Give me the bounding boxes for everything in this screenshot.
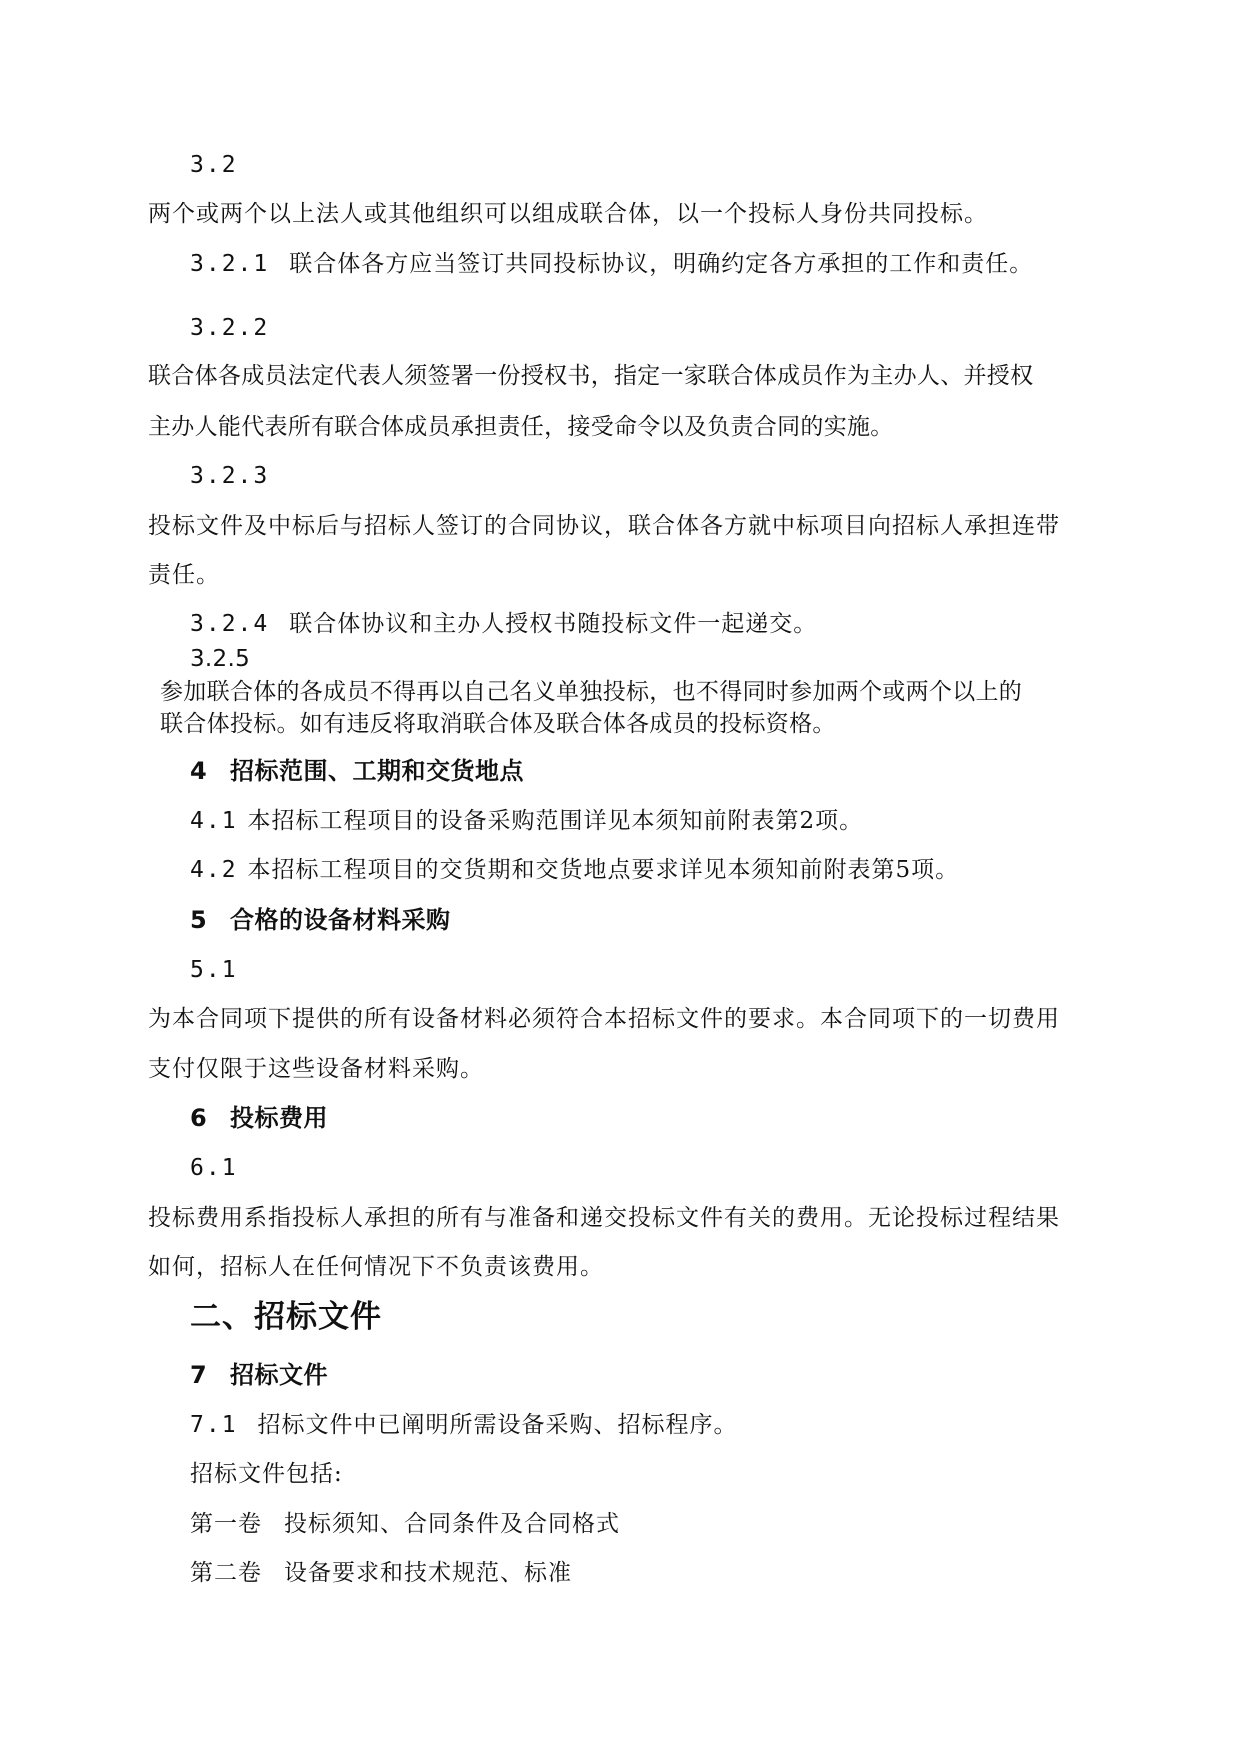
- volume-2-label: 第二卷: [190, 1560, 262, 1586]
- clause-3-2-1: [190, 249, 1033, 279]
- clause-text-5-1-line1: 为本合同项下提供的所有设备材料必须符合本招标文件的要求。本合同项下的一切费用: [148, 1006, 1060, 1032]
- volume-1-label: 第一卷: [190, 1511, 262, 1537]
- section-heading-6: [190, 1103, 328, 1133]
- clause-text-3-2-3-line1: 投标文件及中标后与招标人签订的合同协议，联合体各方就中标项目向招标人承担连带: [148, 513, 1060, 539]
- clause-number-3-2-3: 3.2.3: [190, 463, 270, 489]
- section-title-6: 投标费用: [230, 1104, 328, 1132]
- section-heading-5: [190, 905, 451, 935]
- clause-text-3-2-1: 联合体各方应当签订共同投标协议，明确约定各方承担的工作和责任。: [289, 251, 1034, 277]
- section-number-4: 4: [190, 757, 208, 785]
- clause-text-3-2-2-line2: 主办人能代表所有联合体成员承担责任，接受命令以及负责合同的实施。: [148, 414, 894, 440]
- clause-number-3-2-5: 3.2.5: [190, 646, 251, 672]
- clause-text-3-2-4: 联合体协议和主办人授权书随投标文件一起递交。: [289, 611, 818, 637]
- section-number-5: 5: [190, 906, 208, 934]
- clause-number-3-2-2: 3.2.2: [190, 315, 270, 341]
- clause-number-3-2-1: 3.2.1: [190, 251, 270, 277]
- clause-7-1: [190, 1410, 738, 1440]
- volume-1-item: [190, 1509, 620, 1539]
- clause-number-4-1: 4.1: [190, 808, 238, 834]
- clause-text-7-1: 招标文件中已阐明所需设备采购、招标程序。: [257, 1412, 738, 1438]
- clause-3-2-4: [190, 609, 817, 639]
- clause-4-2: [190, 855, 959, 885]
- section-number-7: 7: [190, 1361, 208, 1389]
- clause-text-4-2: 本招标工程项目的交货期和交货地点要求详见本须知前附表第5项。: [247, 857, 960, 883]
- section-heading-7: [190, 1360, 328, 1390]
- section-number-6: 6: [190, 1104, 208, 1132]
- clause-text-3-2-5-line1: 参加联合体的各成员不得再以自己名义单独投标，也不得同时参加两个或两个以上的: [160, 679, 1023, 705]
- clause-number-4-2: 4.2: [190, 857, 238, 883]
- section-title-4: 招标范围、工期和交货地点: [230, 757, 524, 785]
- clause-text-3-2-3-line2: 责任。: [148, 562, 220, 588]
- clause-number-3-2-4: 3.2.4: [190, 611, 270, 637]
- section-heading-4: [190, 756, 524, 786]
- clause-4-1: [190, 806, 863, 836]
- clause-text-3-2-5-line2: 联合体投标。如有违反将取消联合体及联合体各成员的投标资格。: [160, 711, 836, 737]
- chapter-heading-2: 二、招标文件: [190, 1299, 382, 1335]
- clause-text-6-1-line2: 如何，招标人在任何情况下不负责该费用。: [148, 1254, 604, 1280]
- clause-text-4-1: 本招标工程项目的设备采购范围详见本须知前附表第2项。: [247, 808, 864, 834]
- section-title-5: 合格的设备材料采购: [230, 906, 451, 934]
- clause-text-3-2: 两个或两个以上法人或其他组织可以组成联合体，以一个投标人身份共同投标。: [148, 201, 988, 227]
- clause-text-3-2-2-line1: 联合体各成员法定代表人须签署一份授权书，指定一家联合体成员作为主办人、并授权: [148, 363, 1034, 389]
- clause-number-5-1: 5.1: [190, 957, 238, 983]
- clause-number-3-2: 3.2: [190, 152, 238, 178]
- volume-1-text: 投标须知、合同条件及合同格式: [284, 1511, 620, 1537]
- clause-text-5-1-line2: 支付仅限于这些设备材料采购。: [148, 1056, 484, 1082]
- volume-2-item: [190, 1558, 572, 1588]
- clause-number-6-1: 6.1: [190, 1155, 238, 1181]
- volume-2-text: 设备要求和技术规范、标准: [284, 1560, 572, 1586]
- clause-text-6-1-line1: 投标费用系指投标人承担的所有与准备和递交投标文件有关的费用。无论投标过程结果: [148, 1205, 1060, 1231]
- clause-number-7-1: 7.1: [190, 1412, 238, 1438]
- includes-label: 招标文件包括:: [190, 1461, 343, 1487]
- section-title-7: 招标文件: [230, 1361, 328, 1389]
